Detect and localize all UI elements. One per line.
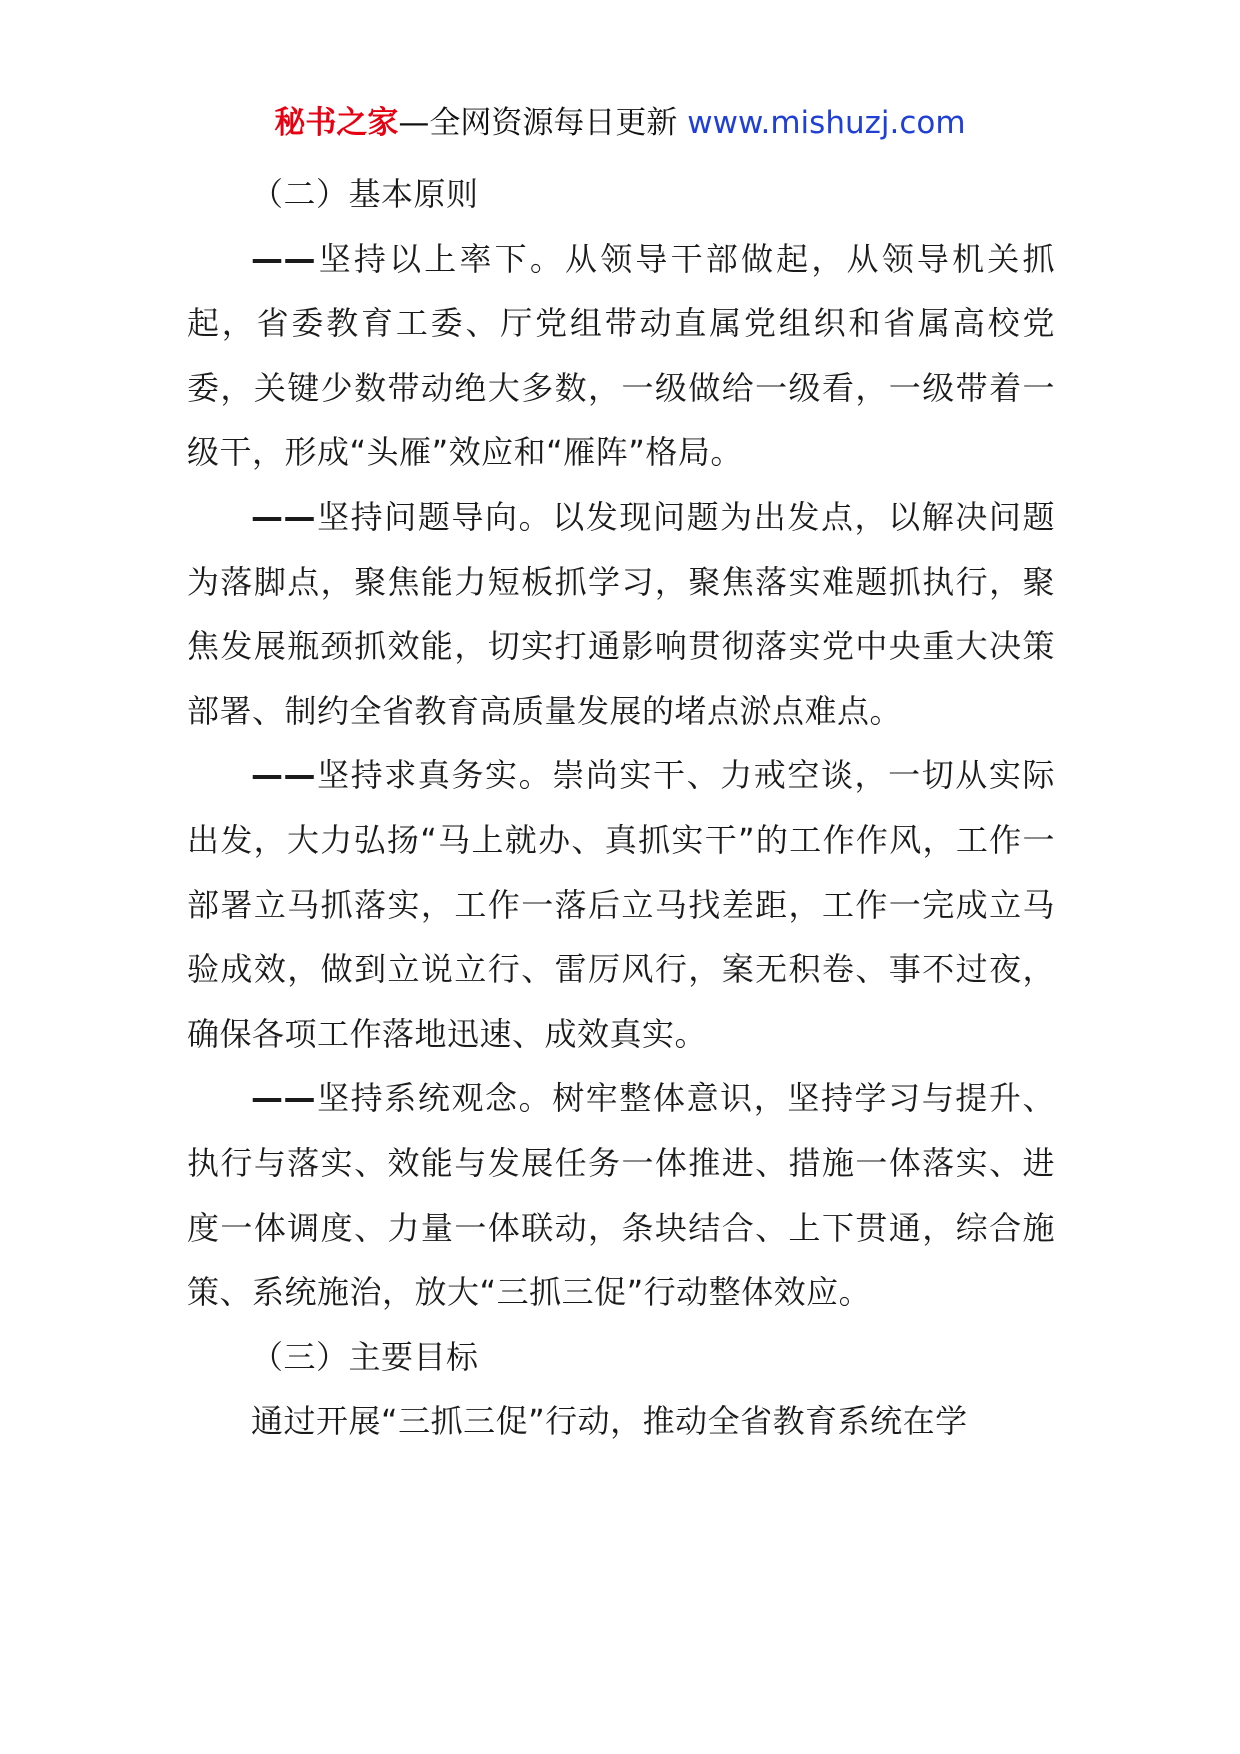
dash-lead: ——: [251, 1079, 316, 1118]
site-tagline: —全网资源每日更新: [398, 105, 678, 141]
site-header: [0, 100, 1240, 146]
principle-paragraph: [187, 485, 1055, 743]
site-url-link[interactable]: www.mishuzj.com: [687, 105, 966, 141]
site-brand: 秘书之家: [274, 105, 399, 141]
principle-text: 坚持以上率下。从领导干部做起，从领导机关抓起，省委教育工委、厅党组带动直属党组织和省属高校党委，关键少数带动绝大多数，一级做给一级看，一级带着一级干，形成“头雁”效应和“雁阵”格局。: [187, 239, 1055, 472]
dash-lead: ——: [251, 756, 316, 795]
dash-lead: ——: [251, 239, 316, 278]
principle-text: 坚持系统观念。树牢整体意识，坚持学习与提升、执行与落实、效能与发展任务一体推进、措施一体落实、进度一体调度、力量一体联动，条块结合、上下贯通，综合施策、系统施治，放大“三抓三促”行动整体效应。: [187, 1079, 1055, 1312]
goals-paragraph: 通过开展“三抓三促”行动，推动全省教育系统在学: [251, 1402, 968, 1441]
section-heading-basic-principles: （二）基本原则: [251, 175, 479, 213]
principle-text: 坚持问题导向。以发现问题为出发点，以解决问题为落脚点，聚焦能力短板抓学习，聚焦落实难题抓执行，聚焦发展瓶颈抓效能，切实打通影响贯彻落实党中央重大决策部署、制约全省教育高质量发展的堵点淤点难点。: [187, 497, 1055, 730]
document-body: [187, 162, 1055, 1454]
principle-paragraph: [187, 743, 1055, 1066]
principle-paragraph: [187, 227, 1055, 485]
section-heading-main-goals: （三）主要目标: [251, 1337, 479, 1376]
dash-lead: ——: [251, 497, 316, 536]
principle-text: 坚持求真务实。崇尚实干、力戒空谈，一切从实际出发，大力弘扬“马上就办、真抓实干”的工作作风，工作一部署立马抓落实，工作一落后立马找差距，工作一完成立马验成效，做到立说立行、雷厉风行，案无积卷、事不过夜，确保各项工作落地迅速、成效真实。: [187, 756, 1055, 1053]
principle-paragraph: [187, 1066, 1055, 1324]
